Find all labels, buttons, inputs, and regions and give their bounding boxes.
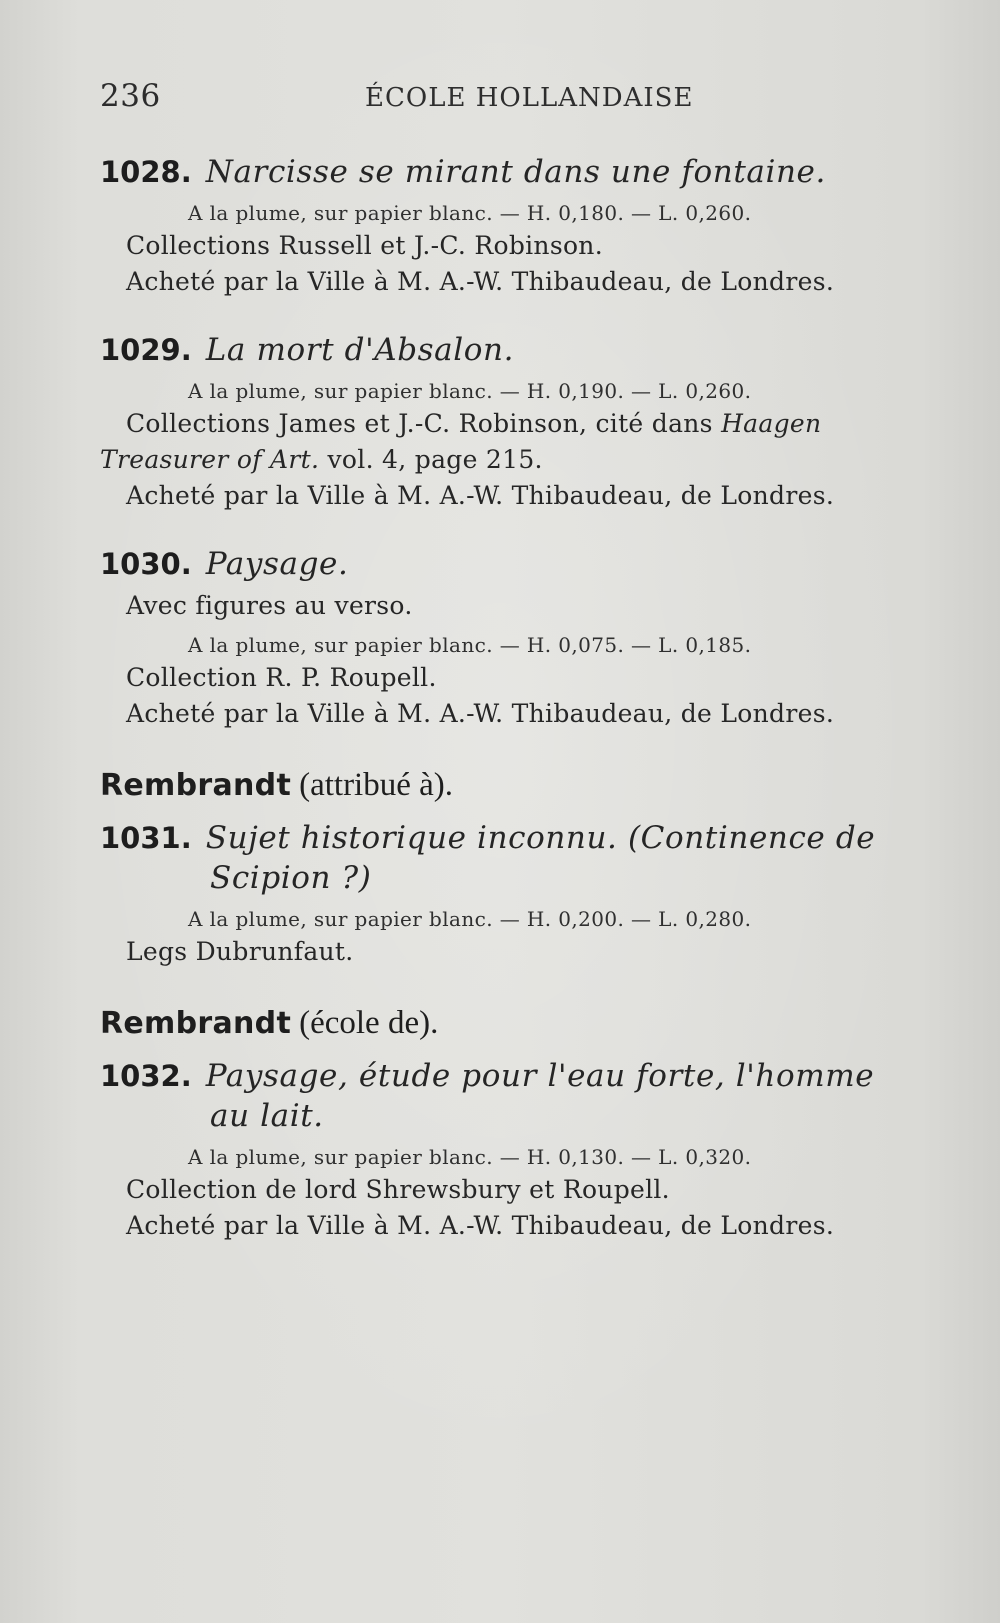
provenance-citation-ref: vol. 4, page 215.: [319, 445, 543, 474]
entry-acquisition: Acheté par la Ville à M. A.-W. Thibaudeau, de Londres.: [126, 267, 835, 296]
entry-number: 1030.: [100, 547, 192, 581]
artist-attribution: (attribué à).: [299, 767, 454, 803]
entry-number: 1029.: [100, 333, 192, 367]
page-number: 236: [100, 78, 161, 114]
entry-title: Paysage, étude pour l'eau forte, l'homme: [205, 1058, 875, 1094]
provenance-citation: Haagen: [721, 409, 822, 438]
artist-attribution: (école de).: [299, 1005, 439, 1041]
entry-heading: [100, 1056, 940, 1096]
artist-heading: [100, 1000, 940, 1046]
entry-provenance: Legs Dubrunfaut.: [126, 937, 354, 966]
running-head: [100, 78, 895, 118]
entry-title-continued: au lait.: [210, 1098, 324, 1134]
entry-heading: [100, 330, 940, 370]
entry-medium: A la plume, sur papier blanc. — H. 0,075. — L. 0,185.: [188, 633, 752, 657]
provenance-text: Collections James et J.-C. Robinson, cité dans: [126, 409, 722, 438]
entry-acquisition: Acheté par la Ville à M. A.-W. Thibaudeau, de Londres.: [126, 1211, 835, 1240]
entry-heading: [100, 818, 940, 858]
running-title: ÉCOLE HOLLANDAISE: [365, 83, 694, 113]
entry-medium: A la plume, sur papier blanc. — H. 0,130. — L. 0,320.: [188, 1145, 752, 1169]
entry-title: Sujet historique inconnu. (Continence de: [205, 820, 876, 856]
catalog-entry-1032: [100, 1056, 940, 1244]
entry-medium: A la plume, sur papier blanc. — H. 0,190. — L. 0,260.: [188, 379, 752, 403]
entry-title: Narcisse se mirant dans une fontaine.: [205, 154, 826, 190]
entry-number: 1032.: [100, 1059, 192, 1093]
entry-provenance: Collections Russell et J.-C. Robinson.: [126, 231, 603, 260]
entry-medium: A la plume, sur papier blanc. — H. 0,180. — L. 0,260.: [188, 201, 752, 225]
entry-title: Paysage.: [205, 546, 349, 582]
entry-title: La mort d'Absalon.: [205, 332, 515, 368]
artist-name: Rembrandt: [100, 1006, 292, 1041]
artist-heading: [100, 762, 940, 808]
catalog-entry-1030: [100, 544, 940, 732]
provenance-citation-title: Treasurer of Art.: [100, 445, 320, 474]
entry-provenance: Collection R. P. Roupell.: [126, 663, 437, 692]
entry-acquisition: Acheté par la Ville à M. A.-W. Thibaudeau, de Londres.: [126, 699, 835, 728]
entry-subtitle: Avec figures au verso.: [126, 591, 413, 620]
entry-provenance: Collection de lord Shrewsbury et Roupell.: [126, 1175, 670, 1204]
entry-provenance-continued: [100, 442, 940, 478]
catalog-entry-1029: [100, 330, 940, 514]
entry-acquisition: Acheté par la Ville à M. A.-W. Thibaudeau, de Londres.: [126, 481, 835, 510]
artist-name: Rembrandt: [100, 768, 292, 803]
entry-medium: A la plume, sur papier blanc. — H. 0,200. — L. 0,280.: [188, 907, 752, 931]
entry-provenance: [100, 406, 940, 442]
entry-heading: [100, 152, 940, 192]
catalog-entry-1031: [100, 818, 940, 970]
catalog-entry-1028: [100, 152, 940, 300]
page-content: [100, 152, 940, 1274]
entry-number: 1028.: [100, 155, 192, 189]
entry-number: 1031.: [100, 821, 192, 855]
entry-title-continued: Scipion ?): [210, 860, 372, 896]
entry-heading: [100, 544, 940, 584]
